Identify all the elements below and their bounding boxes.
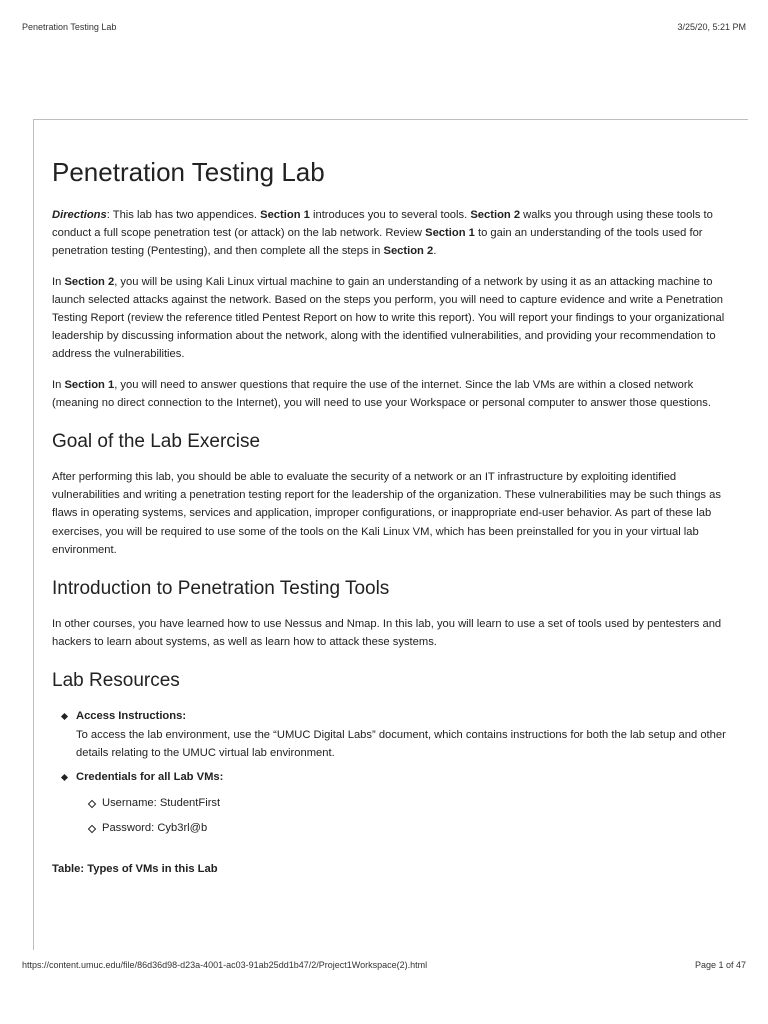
hollow-bullet-icon [88,800,96,808]
document-frame [33,119,748,950]
directions-paragraph [52,206,728,261]
credentials-sublist [76,794,728,837]
goal-heading: Goal of the Lab Exercise [52,431,261,453]
directions-text: introduces you to several tools. [309,209,471,221]
paragraph-text: In [52,378,65,391]
intro-heading: Introduction to Penetration Testing Tools [52,578,390,600]
print-header-datetime: 3/25/20, 5:21 PM [677,22,746,32]
directions-label: Directions [52,209,107,221]
section-ref: Section 2 [470,209,521,221]
list-item-credentials [76,768,728,838]
print-footer [22,960,746,974]
page-title: Penetration Testing Lab [52,157,325,187]
paragraph-text: In [52,275,65,288]
directions-text: : This lab has two appendices. [106,209,261,221]
access-text: To access the lab environment, use the “UMUC Digital Labs” document, which contains instructions for both the lab setup and other details relating to the UMUC virtual lab environment. [76,728,726,759]
password-text: Password: Cyb3rl@b [102,822,208,835]
list-item-password [102,819,728,837]
goal-paragraph: After performing this lab, you should be able to evaluate the security of a network or an IT infrastructure by exploiting identified vulnerabilities and writing a penetration testing report for the leadership of the organization. These vulnerabilities may be such things as flaws in operating systems, services and application, improper configurations, or inappropriate end-user behavior. As part of these lab exercises, you will be required to use some of the tools on the Kali Linux VM, which has been preinstalled for you in your virtual lab environment. [52,471,721,556]
paragraph-text: , you will be using Kali Linux virtual machine to gain an understanding of a network by using it as an attacking machine to launch selected attacks against the network. Based on the steps you perform, you will need to capture evidence and write a Penetration Testing Report (review the reference titled Pentest Report on how to write this report). You will report your findings to your organizational leadership by discussing information about the network, along with the identified vulnerabilities, and providing your recommendation to address the vulnerabilities. [52,275,725,361]
table-caption: Table: Types of VMs in this Lab [52,862,218,875]
hollow-bullet-icon [88,825,96,833]
section-ref: Section 1 [260,209,310,221]
access-label: Access Instructions: [76,710,187,723]
section-ref: Section 1 [425,227,475,240]
bullet-icon [61,774,68,781]
print-header [22,22,746,36]
section2-paragraph [52,273,728,364]
list-item-username [102,794,728,812]
directions-text: . [433,245,437,258]
resources-list [52,707,728,837]
print-footer-url: https://content.umuc.edu/file/86d36d98-d23a-4001-ac03-91ab25dd1b47/2/Project1Workspace(2).html [22,960,428,970]
directions-text: to gain an understanding of the tools used for penetration testing (Pentesting), and then complete all the steps in [52,227,703,258]
section-ref: Section 1 [64,378,115,391]
bullet-icon [61,713,68,720]
directions-text: walks you through using these tools to conduct a full scope penetration test (or attack) on the lab network. Review [52,209,713,240]
section-ref: Section 2 [383,245,434,258]
section-ref: Section 2 [64,275,115,288]
resources-heading: Lab Resources [52,670,180,692]
print-footer-page: Page 1 of 47 [694,960,746,970]
section1-paragraph [52,376,728,412]
paragraph-text: , you will need to answer questions that require the use of the internet. Since the lab VMs are within a closed network (meaning no direct connection to the Internet), you will need to use your Workspace or personal computer to answer those questions. [52,378,711,409]
print-header-title: Penetration Testing Lab [22,22,117,32]
intro-paragraph: In other courses, you have learned how to use Nessus and Nmap. In this lab, you will learn to use a set of tools used by pentesters and hackers to learn about systems, as well as learn how to attack these systems. [52,618,722,649]
username-text: Username: StudentFirst [102,797,221,810]
document-content [52,156,728,878]
credentials-label: Credentials for all Lab VMs: [76,771,224,784]
list-item-access [76,707,728,762]
